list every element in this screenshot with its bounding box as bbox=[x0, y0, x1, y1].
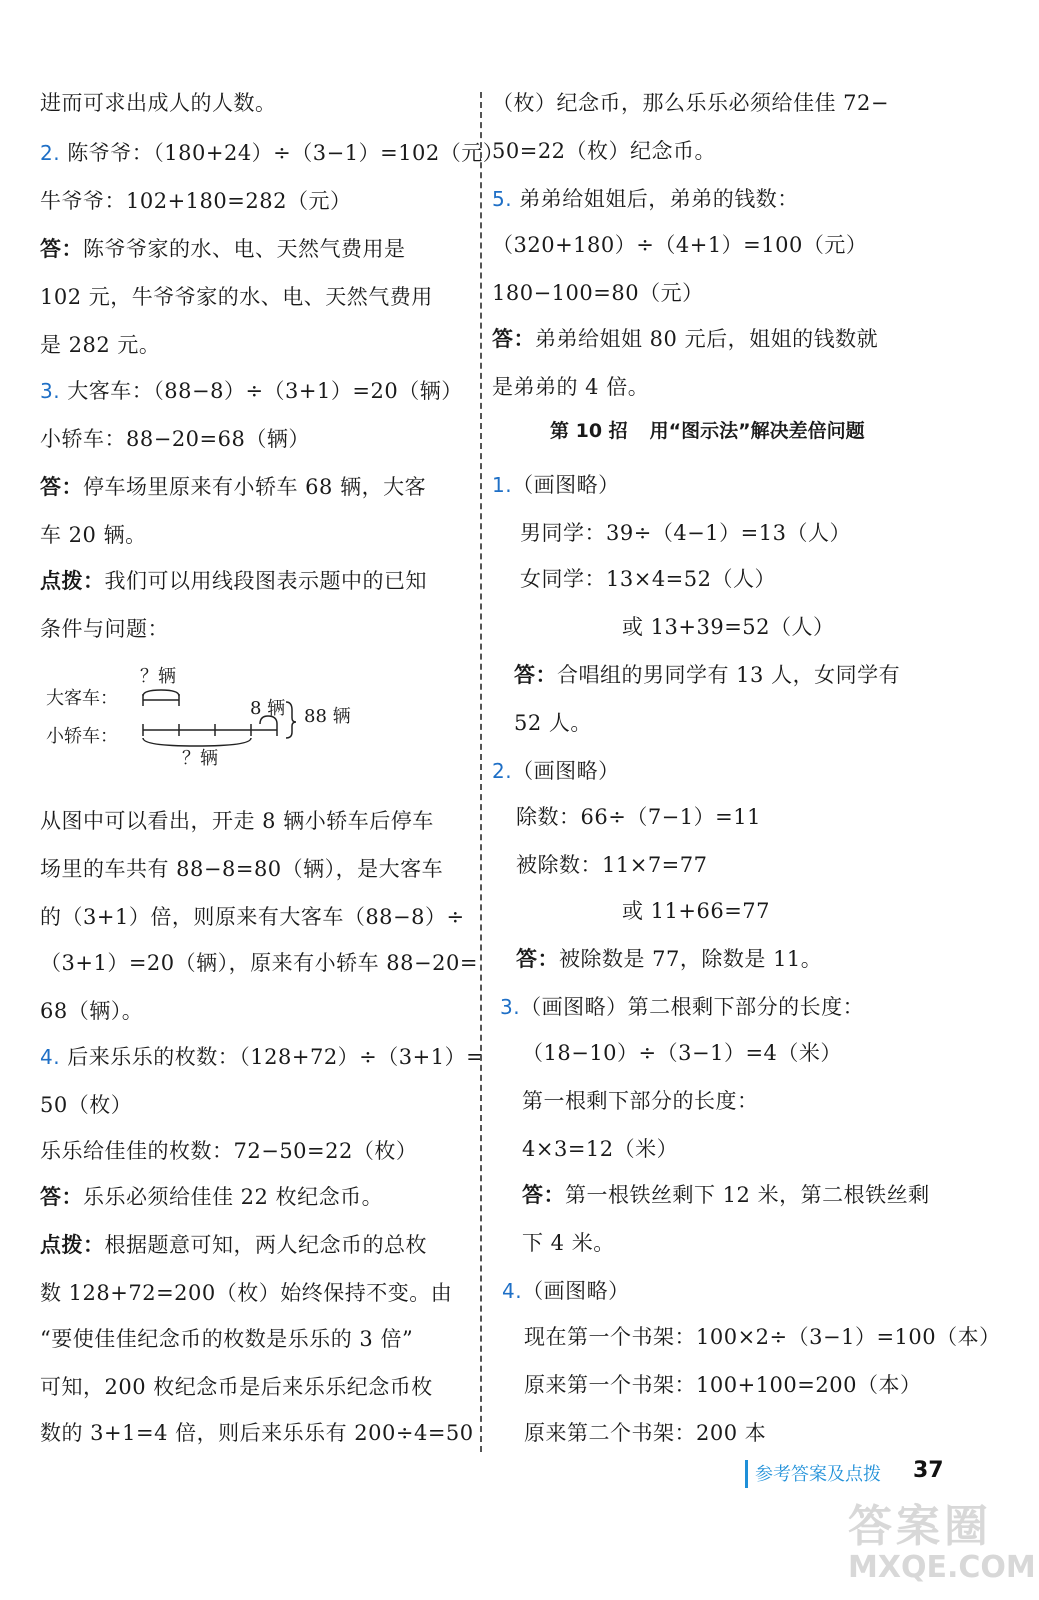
line-r10: 女同学：13×4=52（人） bbox=[520, 567, 776, 591]
line-r14: 2.（画图略） bbox=[492, 759, 620, 783]
car-bottom-brace bbox=[143, 738, 251, 746]
line-r20: （18−10）÷（3−1）=4（米） bbox=[522, 1041, 842, 1065]
page-number: 37 bbox=[913, 1458, 944, 1483]
line-l15: 的（3+1）倍，则原来有大客车（88−8）÷ bbox=[40, 905, 465, 929]
line-l16: （3+1）=20（辆），原来有小轿车 88−20= bbox=[40, 951, 478, 975]
section-heading: 第 10 招 用“图示法”解决差倍问题 bbox=[550, 420, 865, 442]
line-l9: 答：停车场里原来有小轿车 68 辆，大客 bbox=[40, 475, 427, 499]
line-l19: 50（枚） bbox=[40, 1093, 133, 1117]
line-r21: 第一根剩下部分的长度： bbox=[522, 1089, 759, 1113]
line-r19: 3.（画图略）第二根剩下部分的长度： bbox=[500, 995, 865, 1019]
line-r27: 原来第一个书架：100+100=200（本） bbox=[524, 1373, 922, 1397]
line-l26: 数的 3+1=4 倍，则后来乐乐有 200÷4=50 bbox=[40, 1421, 474, 1445]
line-l25: 可知，200 枚纪念币是后来乐乐纪念币枚 bbox=[40, 1375, 433, 1399]
line-r3: 5. 弟弟给姐姐后，弟弟的钱数： bbox=[492, 187, 799, 211]
line-l10: 车 20 辆。 bbox=[40, 523, 147, 547]
line-l5: 102 元，牛爷爷家的水、电、天然气费用 bbox=[40, 285, 433, 309]
line-r25: 4.（画图略） bbox=[502, 1279, 630, 1303]
line-r9: 男同学：39÷（4−1）=13（人） bbox=[520, 521, 851, 545]
line-r18: 答：被除数是 77，除数是 11。 bbox=[516, 947, 823, 971]
diagram-lines bbox=[40, 660, 370, 770]
line-r7: 是弟弟的 4 倍。 bbox=[492, 375, 650, 399]
line-r8: 1.（画图略） bbox=[492, 473, 620, 497]
car-label: 小轿车： bbox=[46, 726, 118, 747]
line-l3: 牛爷爷：102+180=282（元） bbox=[40, 189, 352, 213]
line-segment-diagram bbox=[40, 660, 370, 770]
line-r28: 原来第二个书架：200 本 bbox=[524, 1421, 767, 1445]
line-l24: “要使佳佳纪念币的枚数是乐乐的 3 倍” bbox=[40, 1327, 414, 1351]
line-r1: （枚）纪念币，那么乐乐必须给佳佳 72− bbox=[492, 91, 889, 115]
line-l6: 是 282 元。 bbox=[40, 333, 161, 357]
footer-title: 参考答案及点拨 bbox=[755, 1464, 881, 1485]
line-l14: 场里的车共有 88−8=80（辆），是大客车 bbox=[40, 857, 444, 881]
line-l11: 点拨：我们可以用线段图表示题中的已知 bbox=[40, 569, 427, 593]
line-r23: 答：第一根铁丝剩下 12 米，第二根铁丝剩 bbox=[522, 1183, 930, 1207]
line-l4: 答：陈爷爷家的水、电、天然气费用是 bbox=[40, 237, 406, 261]
line-l12: 条件与问题： bbox=[40, 617, 169, 641]
line-r4: （320+180）÷（4+1）=100（元） bbox=[492, 233, 868, 257]
line-r26: 现在第一个书架：100×2÷（3−1）=100（本） bbox=[524, 1325, 1001, 1349]
total-label: 88 辆 bbox=[304, 706, 351, 727]
page-footer bbox=[745, 1458, 955, 1490]
line-r16: 被除数：11×7=77 bbox=[516, 853, 708, 877]
watermark bbox=[838, 1490, 1036, 1590]
line-l13: 从图中可以看出，开走 8 辆小轿车后停车 bbox=[40, 809, 434, 833]
total-brace bbox=[286, 702, 296, 738]
watermark-text: 答案圈 bbox=[848, 1501, 992, 1552]
line-l18: 4. 后来乐乐的枚数：（128+72）÷（3+1）= bbox=[40, 1045, 485, 1069]
line-l21: 答：乐乐必须给佳佳 22 枚纪念币。 bbox=[40, 1185, 384, 1209]
extra-label: 8 辆 bbox=[250, 698, 286, 719]
line-r15: 除数：66÷（7−1）=11 bbox=[516, 805, 761, 829]
bus-top-brace bbox=[143, 690, 179, 696]
line-l20: 乐乐给佳佳的枚数：72−50=22（枚） bbox=[40, 1139, 418, 1163]
line-r13: 52 人。 bbox=[514, 711, 592, 735]
line-l7: 3. 大客车：（88−8）÷（3+1）=20（辆） bbox=[40, 379, 463, 403]
footer-accent-bar bbox=[745, 1460, 748, 1488]
line-r22: 4×3=12（米） bbox=[522, 1137, 679, 1161]
line-r11: 或 13+39=52（人） bbox=[622, 615, 835, 639]
line-l17: 68（辆）。 bbox=[40, 999, 144, 1023]
line-l1: 进而可求出成人的人数。 bbox=[40, 91, 277, 115]
bus-label: 大客车： bbox=[46, 688, 118, 709]
line-r6: 答：弟弟给姐姐 80 元后，姐姐的钱数就 bbox=[492, 327, 879, 351]
bus-question-label: ？辆 bbox=[140, 666, 176, 687]
line-l2: 2. 陈爷爷：（180+24）÷（3−1）=102（元） bbox=[40, 141, 505, 165]
line-r2: 50=22（枚）纪念币。 bbox=[492, 139, 717, 163]
line-r24: 下 4 米。 bbox=[522, 1231, 615, 1255]
watermark-url: MXQE.COM bbox=[848, 1550, 1036, 1585]
car-question-label: ？辆 bbox=[182, 748, 218, 769]
column-divider bbox=[480, 92, 482, 1452]
extra-brace bbox=[260, 716, 277, 724]
line-r12: 答：合唱组的男同学有 13 人，女同学有 bbox=[514, 663, 901, 687]
line-l8: 小轿车：88−20=68（辆） bbox=[40, 427, 310, 451]
line-r17: 或 11+66=77 bbox=[622, 899, 771, 923]
line-l23: 数 128+72=200（枚）始终保持不变。由 bbox=[40, 1281, 453, 1305]
line-r5: 180−100=80（元） bbox=[492, 281, 704, 305]
line-l22: 点拨：根据题意可知，两人纪念币的总枚 bbox=[40, 1233, 427, 1257]
